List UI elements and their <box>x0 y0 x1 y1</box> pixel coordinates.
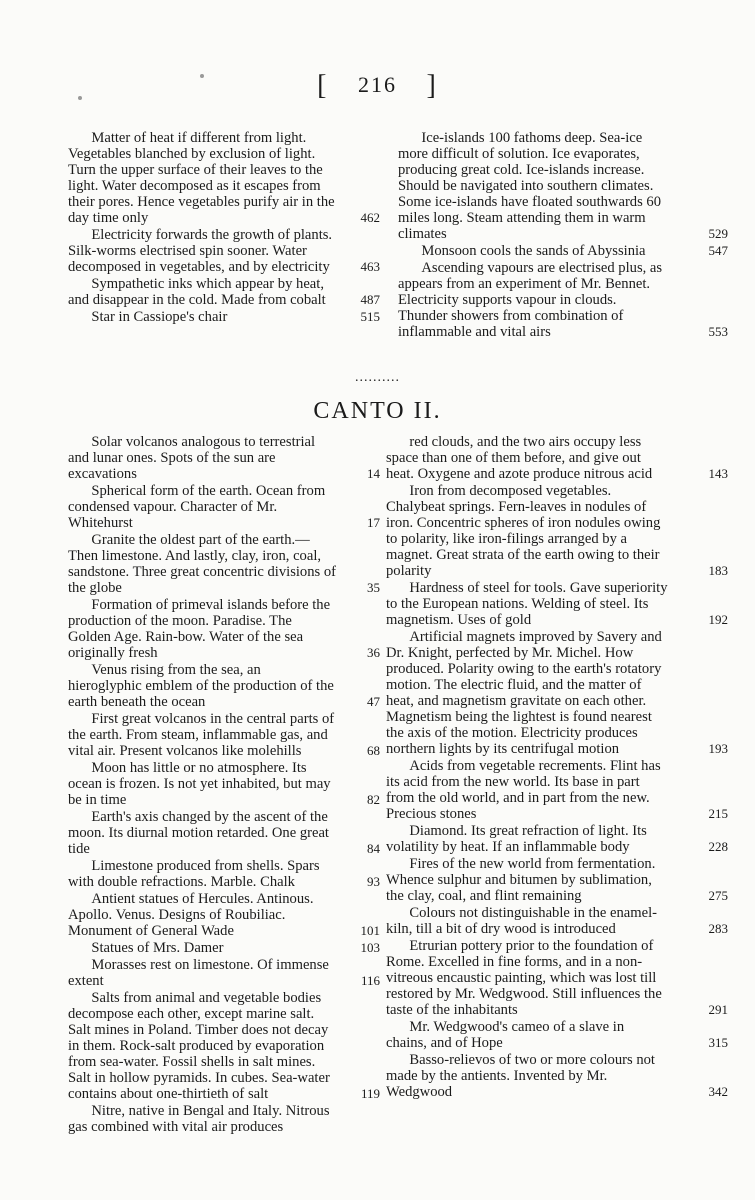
entry-text: Venus rising from the sea, an hieroglyphic emblem of the production of the earth beneath the ocean <box>68 662 334 710</box>
index-entry <box>398 260 728 340</box>
index-entry <box>398 243 728 259</box>
line-number: 14 <box>367 466 380 481</box>
index-entry <box>398 130 728 242</box>
line-number: 36 <box>367 645 380 660</box>
entry-text: red clouds, and the two airs occupy less space than one of them before, and give out heat. Oxygene and azote produce nitrous acid <box>386 434 653 482</box>
entry-text: Mr. Wedgwood's cameo of a slave in chains, and of Hope <box>386 1019 625 1051</box>
line-number: 143 <box>708 466 728 481</box>
line-number: 515 <box>360 309 380 324</box>
entry-text: Granite the oldest part of the earth.— Then limestone. And lastly, clay, iron, coal, sandstone. Three great concentric divisions of the globe <box>68 532 337 596</box>
line-number: 68 <box>367 743 380 758</box>
index-entry <box>68 760 380 808</box>
index-entry <box>68 662 380 710</box>
ink-spot <box>78 96 82 100</box>
line-number: 553 <box>708 324 728 339</box>
line-number: 315 <box>708 1035 728 1050</box>
page-number: 216 <box>358 72 397 97</box>
line-number: 116 <box>360 973 380 988</box>
bracket-left: [ <box>317 70 329 101</box>
index-entry <box>68 990 380 1102</box>
entry-text: Earth's axis changed by the ascent of the moon. Its diurnal motion retarded. One great tide <box>68 809 329 857</box>
line-number: 192 <box>708 612 728 627</box>
line-number: 291 <box>708 1002 728 1017</box>
index-entry <box>68 130 380 226</box>
line-number: 529 <box>708 226 728 241</box>
line-number: 35 <box>367 580 380 595</box>
index-entry <box>386 629 728 757</box>
index-entry <box>68 891 380 939</box>
entry-text: Nitre, native in Bengal and Italy. Nitrous gas combined with vital air produces <box>68 1103 330 1135</box>
index-column-top-left <box>68 130 380 326</box>
entry-text: Formation of primeval islands before the production of the moon. Paradise. The Golden Age. Rain-bow. Water of the sea originally fresh <box>68 597 331 661</box>
index-entry <box>386 1019 728 1051</box>
entry-text: Statues of Mrs. Damer <box>91 940 224 956</box>
entry-text: Ascending vapours are electrised plus, as appears from an experiment of Mr. Bennet. Electricity supports vapour in clouds. Thunder showers from combination of inflammable and vital airs <box>398 260 663 340</box>
entry-text: Colours not distinguishable in the enamel-kiln, till a bit of dry wood is introduced <box>386 905 658 937</box>
index-entry <box>386 434 728 482</box>
line-number: 275 <box>708 888 728 903</box>
canto-heading: CANTO II. <box>313 398 442 424</box>
line-number: 17 <box>367 515 380 530</box>
line-number: 215 <box>708 806 728 821</box>
entry-text: Monsoon cools the sands of Abyssinia <box>421 243 646 259</box>
entry-text: First great volcanos in the central parts of the earth. From steam, inflammable gas, and vital air. Present volcanos like molehills <box>68 711 335 759</box>
entry-text: Acids from vegetable recrements. Flint has its acid from the new world. Its base in part from the old world, and in part from the new. Precious stones <box>386 758 661 822</box>
line-number: 119 <box>360 1086 380 1101</box>
entry-text: Solar volcanos analogous to terrestrial and lunar ones. Spots of the sun are excavations <box>68 434 316 482</box>
entry-text: Salts from animal and vegetable bodies decompose each other, except marine salt. Salt mines in Poland. Timber does not decay in them. Rock-salt produced by evaporation from sea-water. Fossil shells in salt mines. Salt in hollow pyramids. In cubes. Sea-water contains about one-thirtieth of salt <box>68 990 330 1102</box>
entry-text: Basso-relievos of two or more colours not made by the antients. Invented by Mr. Wedgwood <box>386 1052 655 1100</box>
entry-text: Star in Cassiope's chair <box>91 309 228 325</box>
index-entry <box>68 309 380 325</box>
line-number: 47 <box>367 694 380 709</box>
line-number: 103 <box>360 940 380 955</box>
section-separator: .......... <box>355 370 400 385</box>
entry-text: Artificial magnets improved by Savery and Dr. Knight, perfected by Mr. Michel. How produced. Polarity owing to the earth's rotatory motion. The electric fluid, and the matter of heat, and magnetism gravitate on each other. Magnetism being the lightest is found nearest the axis of the motion. Electricity produces northern lights by its centrifugal motion <box>386 629 662 757</box>
bracket-right: ] <box>426 70 438 101</box>
entry-text: Limestone produced from shells. Spars with double refractions. Marble. Chalk <box>68 858 320 890</box>
index-entry <box>68 483 380 531</box>
page-header <box>0 70 755 102</box>
index-entry <box>386 823 728 855</box>
line-number: 183 <box>708 563 728 578</box>
line-number: 228 <box>708 839 728 854</box>
line-number: 462 <box>360 210 380 225</box>
index-column-top-right <box>398 130 728 341</box>
index-column-left <box>68 434 380 1136</box>
index-entry <box>68 711 380 759</box>
entry-text: Morasses rest on limestone. Of immense extent <box>68 957 329 989</box>
ink-spot <box>200 74 204 78</box>
index-entry <box>386 483 728 579</box>
index-entry <box>386 580 728 628</box>
line-number: 283 <box>708 921 728 936</box>
index-entry <box>386 856 728 904</box>
entry-text: Etrurian pottery prior to the foundation of Rome. Excelled in fine forms, and in a non-vitreous encaustic painting, which was lost till restored by Mr. Wedgwood. Still influences the taste of the inhabitants <box>386 938 662 1018</box>
index-entry <box>386 758 728 822</box>
index-entry <box>68 434 380 482</box>
entry-text: Sympathetic inks which appear by heat, and disappear in the cold. Made from cobalt <box>68 276 326 308</box>
entry-text: Hardness of steel for tools. Gave superiority to the European nations. Welding of steel. Its magnetism. Uses of gold <box>386 580 668 628</box>
entry-text: Ice-islands 100 fathoms deep. Sea-ice more difficult of solution. Ice evaporates, producing great cold. Ice-islands increase. Should be navigated into southern climates. Some ice-islands have floated southwards 60 miles long. Steam attending them in warm climates <box>398 130 662 242</box>
index-entry <box>386 1052 728 1100</box>
index-entry <box>386 905 728 937</box>
entry-text: Moon has little or no atmosphere. Its ocean is frozen. Is not yet inhabited, but may be in time <box>68 760 331 808</box>
entry-text: Spherical form of the earth. Ocean from condensed vapour. Character of Mr. Whitehurst <box>68 483 326 531</box>
index-entry <box>68 597 380 661</box>
index-column-right <box>386 434 728 1101</box>
entry-text: Antient statues of Hercules. Antinous. Apollo. Venus. Designs of Roubiliac. Monument of General Wade <box>68 891 314 939</box>
line-number: 463 <box>360 259 380 274</box>
index-entry <box>68 532 380 596</box>
index-entry <box>68 1103 338 1135</box>
index-entry <box>68 809 380 857</box>
index-entry <box>68 227 380 275</box>
index-entry <box>68 276 380 308</box>
entry-text: Diamond. Its great refraction of light. Its volatility by heat. If an inflammable body <box>386 823 647 855</box>
line-number: 342 <box>708 1084 728 1099</box>
line-number: 193 <box>708 741 728 756</box>
index-entry <box>386 938 728 1018</box>
line-number: 93 <box>367 874 380 889</box>
index-entry <box>68 957 380 989</box>
entry-text: Fires of the new world from fermentation. Whence sulphur and bitumen by sublimation, the clay, coal, and flint remaining <box>386 856 656 904</box>
line-number: 84 <box>367 841 380 856</box>
index-entry <box>68 858 380 890</box>
entry-text: Iron from decomposed vegetables. Chalybeat springs. Fern-leaves in nodules of iron. Concentric spheres of iron nodules owing to polarity, like iron-filings arranged by a magnet. Great strata of the earth owing to their polarity <box>386 483 661 579</box>
entry-text: Electricity forwards the growth of plants. Silk-worms electrised spin sooner. Water decomposed in vegetables, and by electricity <box>68 227 333 275</box>
entry-text: Matter of heat if different from light. Vegetables blanched by exclusion of light. Turn the upper surface of their leaves to the light. Water decomposed as it escapes from their pores. Hence vegetables purify air in the day time only <box>68 130 335 226</box>
line-number: 547 <box>708 243 728 258</box>
line-number: 101 <box>360 923 380 938</box>
index-entry <box>68 940 380 956</box>
line-number: 82 <box>367 792 380 807</box>
line-number: 487 <box>360 292 380 307</box>
